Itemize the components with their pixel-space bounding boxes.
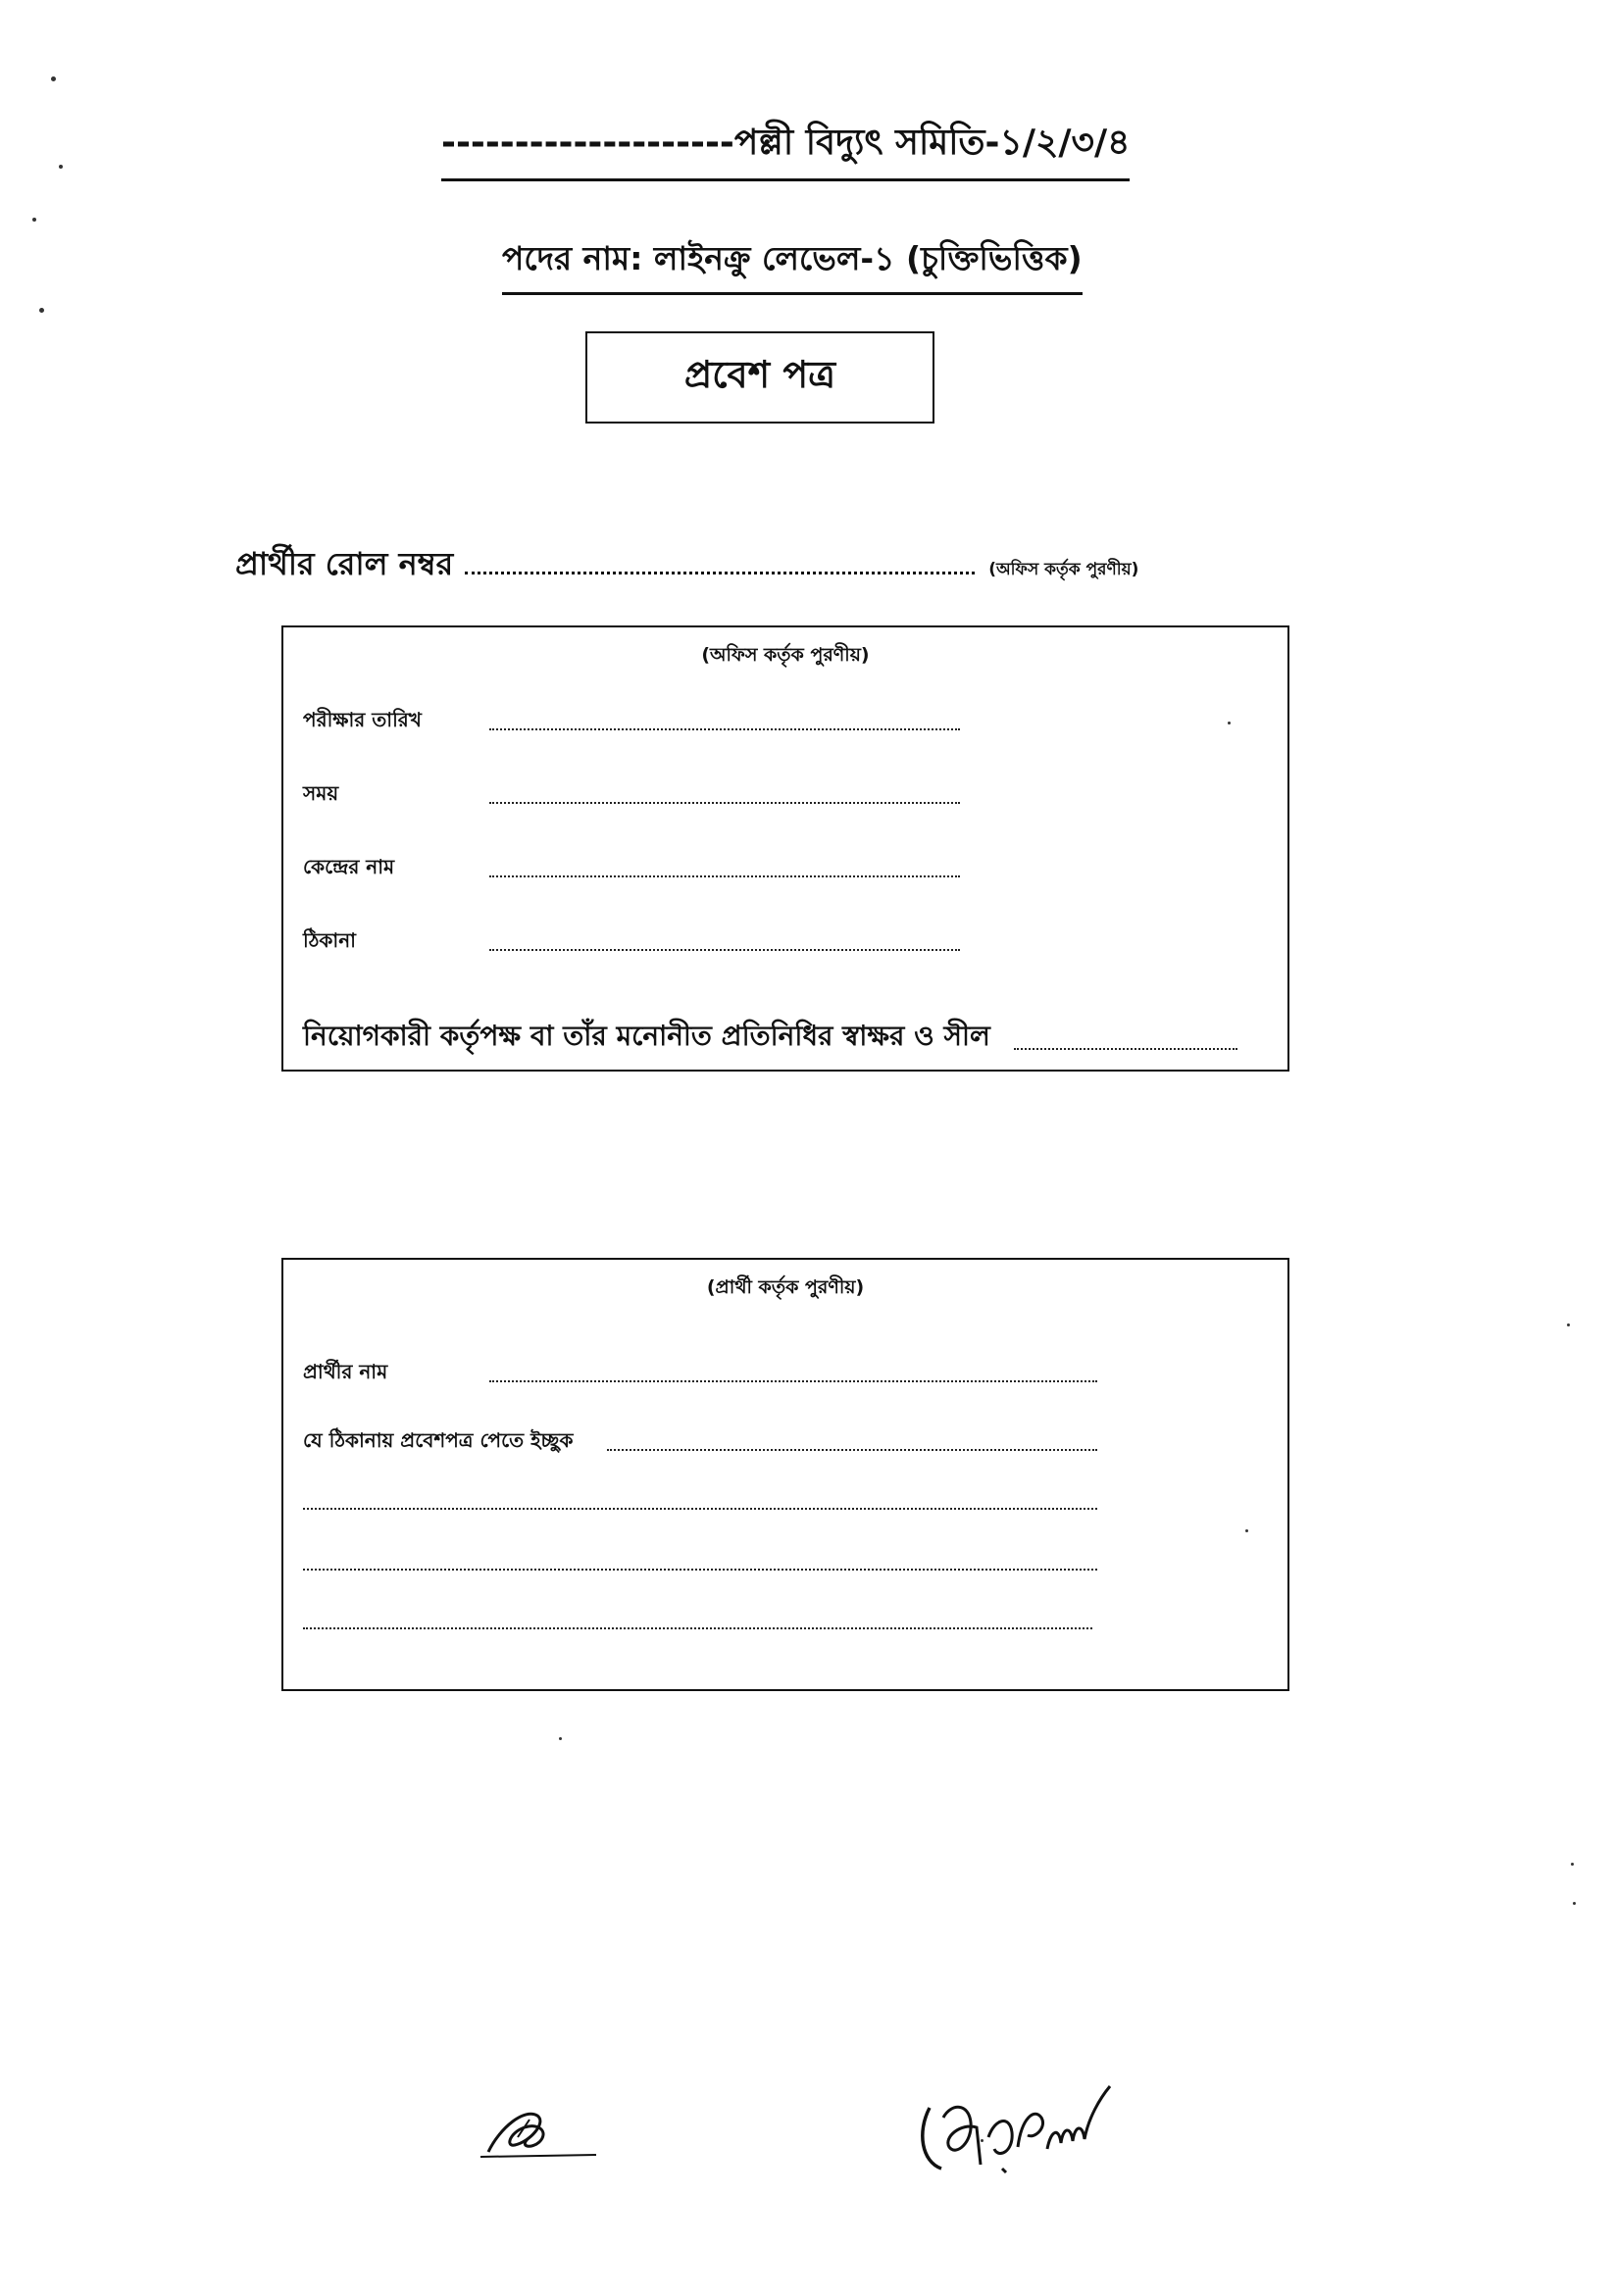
exam-date-label: পরীক্ষার তারিখ xyxy=(303,708,422,731)
center-address-field[interactable] xyxy=(489,948,960,951)
post-name-heading: পদের নাম: লাইনক্রু লেভেল-১ (চুক্তিভিত্তিক) xyxy=(502,233,1083,295)
scan-speck xyxy=(32,218,36,222)
candidate-name-field[interactable] xyxy=(489,1379,1097,1382)
scan-speck xyxy=(59,165,63,169)
mailing-address-label: যে ঠিকানায় প্রবেশপত্র পেতে ইচ্ছুক xyxy=(303,1428,574,1452)
mailing-address-field-line-3[interactable] xyxy=(303,1568,1097,1571)
roll-number-note: (অফিস কর্তৃক পুরণীয়) xyxy=(988,560,1139,579)
mailing-address-field-line-4[interactable] xyxy=(303,1626,1092,1629)
scan-speck xyxy=(51,76,56,81)
scan-speck xyxy=(1567,1323,1570,1326)
admit-card-title-box xyxy=(585,331,934,424)
mailing-address-field-line-1[interactable] xyxy=(607,1448,1097,1451)
roll-number-label: প্রার্থীর রোল নম্বর xyxy=(235,545,454,582)
scan-speck xyxy=(981,2139,984,2142)
scan-speck xyxy=(559,1737,562,1740)
roll-number-row xyxy=(235,539,1138,592)
scan-speck xyxy=(1245,1529,1248,1532)
scan-speck xyxy=(1573,1902,1576,1905)
scan-speck xyxy=(1571,1863,1574,1866)
left-signature xyxy=(471,2098,608,2167)
exam-time-label: সময় xyxy=(303,781,339,805)
authority-signature-field[interactable] xyxy=(1014,1047,1237,1050)
organization-heading: --------------------পল্লী বিদ্যুৎ সমিতি-১/২/৩/৪ xyxy=(441,116,1130,181)
candidate-section-box xyxy=(281,1258,1289,1691)
office-section-title: (অফিস কর্তৃক পুরণীয়) xyxy=(701,644,870,666)
admit-card-title: প্রবেশ পত্র xyxy=(683,353,836,396)
center-address-label: ঠিকানা xyxy=(303,928,356,952)
right-signature xyxy=(912,2078,1118,2186)
candidate-name-label: প্রার্থীর নাম xyxy=(303,1360,388,1383)
mailing-address-field-line-2[interactable] xyxy=(303,1507,1097,1510)
center-name-field[interactable] xyxy=(489,874,960,877)
office-section-box xyxy=(281,625,1289,1072)
authority-signature-label: নিয়োগকারী কর্তৃপক্ষ বা তাঁর মনোনীত প্রতিনিধির স্বাক্ষর ও সীল xyxy=(303,1020,990,1052)
scan-speck xyxy=(1228,722,1231,724)
center-name-label: কেন্দ্রের নাম xyxy=(303,855,395,878)
exam-time-field[interactable] xyxy=(489,801,960,804)
candidate-section-title: (প্রার্থী কর্তৃক পুরণীয়) xyxy=(706,1276,865,1298)
roll-number-field[interactable] xyxy=(465,571,975,574)
exam-date-field[interactable] xyxy=(489,727,960,730)
scan-speck xyxy=(39,308,44,313)
